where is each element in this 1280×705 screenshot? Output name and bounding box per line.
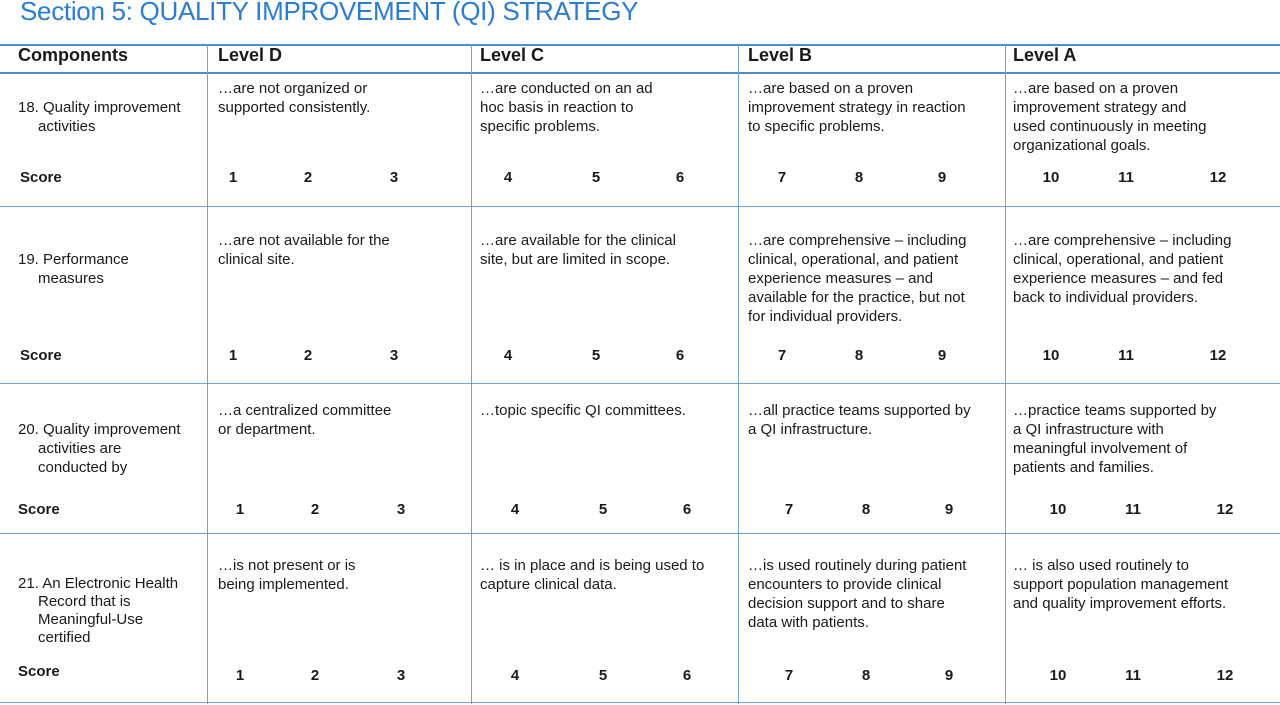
- score-option[interactable]: 10: [1042, 347, 1060, 364]
- score-option[interactable]: 6: [682, 667, 692, 684]
- score-option[interactable]: 5: [598, 667, 608, 684]
- component-20: [18, 401, 203, 496]
- level-c-19: …are available for the clinical site, but are limited in scope.: [480, 232, 676, 268]
- component-20-text: 20. Quality improvement activities are conducted by: [18, 421, 181, 476]
- score-option[interactable]: 4: [510, 667, 520, 684]
- score-option[interactable]: 10: [1042, 169, 1060, 186]
- score-option[interactable]: 10: [1049, 667, 1067, 684]
- score-option[interactable]: 9: [944, 667, 954, 684]
- score-label: Score: [20, 169, 62, 186]
- column-divider: [471, 44, 472, 704]
- score-option[interactable]: 5: [591, 347, 601, 364]
- column-divider: [1005, 44, 1006, 704]
- score-option[interactable]: 8: [861, 667, 871, 684]
- score-option[interactable]: 12: [1216, 667, 1234, 684]
- score-option[interactable]: 8: [861, 501, 871, 518]
- column-divider: [207, 44, 208, 704]
- component-18-text: 18. Quality improvement activities: [18, 99, 181, 135]
- score-option[interactable]: 2: [310, 501, 320, 518]
- score-option[interactable]: 11: [1118, 169, 1134, 186]
- score-option[interactable]: 4: [503, 347, 513, 364]
- header-level-d: Level D: [218, 45, 283, 65]
- component-21-text: 21. An Electronic Health Record that is Meaningful-Use certified: [18, 575, 179, 646]
- score-option[interactable]: 12: [1209, 347, 1227, 364]
- level-b-20: …all practice teams supported by a QI infrastructure.: [748, 402, 971, 438]
- score-option[interactable]: 8: [854, 347, 864, 364]
- component-19-text: 19. Performance measures: [18, 251, 129, 287]
- score-option[interactable]: 10: [1049, 501, 1067, 518]
- level-a-20: …practice teams supported by a QI infrastructure with meaningful involvement of patients and families.: [1013, 402, 1217, 476]
- component-21: [18, 556, 203, 666]
- level-b-21: …is used routinely during patient encounters to provide clinical decision support and to share data with patients.: [748, 557, 967, 631]
- score-option[interactable]: 3: [389, 169, 399, 186]
- level-d-20: …a centralized committee or department.: [218, 402, 392, 438]
- level-d-18: …are not organized or supported consistently.: [218, 80, 371, 116]
- column-divider: [738, 44, 739, 704]
- score-option[interactable]: 4: [510, 501, 520, 518]
- score-label: Score: [20, 347, 62, 364]
- page-title: Section 5: QUALITY IMPROVEMENT (QI) STRATEGY: [20, 0, 639, 26]
- level-d-19: …are not available for the clinical site.: [218, 232, 390, 268]
- score-option[interactable]: 2: [310, 667, 320, 684]
- level-b-18: …are based on a proven improvement strategy in reaction to specific problems.: [748, 80, 966, 135]
- score-option[interactable]: 11: [1125, 667, 1141, 684]
- score-option[interactable]: 11: [1125, 501, 1141, 518]
- level-d-21: …is not present or is being implemented.: [218, 557, 356, 593]
- score-option[interactable]: 6: [675, 169, 685, 186]
- score-option[interactable]: 1: [228, 347, 238, 364]
- header-level-b: Level B: [748, 45, 813, 65]
- score-option[interactable]: 2: [303, 169, 313, 186]
- score-option[interactable]: 9: [937, 169, 947, 186]
- row-divider: [0, 206, 1280, 207]
- component-18: [18, 79, 203, 155]
- row-divider: [0, 383, 1280, 384]
- score-label: Score: [18, 663, 60, 680]
- level-c-21: … is in place and is being used to capture clinical data.: [480, 557, 705, 593]
- score-option[interactable]: 11: [1118, 347, 1134, 364]
- level-a-18: …are based on a proven improvement strategy and used continuously in meeting organizational goals.: [1013, 80, 1207, 154]
- score-option[interactable]: 1: [235, 501, 245, 518]
- score-option[interactable]: 8: [854, 169, 864, 186]
- table-bottom-rule: [0, 702, 1280, 703]
- score-option[interactable]: 1: [235, 667, 245, 684]
- score-option[interactable]: 3: [396, 501, 406, 518]
- header-level-a: Level A: [1013, 45, 1077, 65]
- score-option[interactable]: 7: [784, 501, 794, 518]
- score-option[interactable]: 7: [777, 169, 787, 186]
- score-option[interactable]: 2: [303, 347, 313, 364]
- score-option[interactable]: 3: [396, 667, 406, 684]
- score-option[interactable]: 7: [777, 347, 787, 364]
- score-option[interactable]: 7: [784, 667, 794, 684]
- header-bottom-rule: [0, 72, 1280, 74]
- score-option[interactable]: 5: [598, 501, 608, 518]
- score-option[interactable]: 1: [228, 169, 238, 186]
- level-a-19: …are comprehensive – including clinical, operational, and patient experience measures – and fed back to individual providers.: [1013, 232, 1232, 306]
- header-components: Components: [18, 45, 128, 65]
- header-top-rule: [0, 44, 1280, 46]
- header-level-c: Level C: [480, 45, 545, 65]
- level-a-21: … is also used routinely to support population management and quality improvement efforts.: [1013, 557, 1229, 612]
- score-label: Score: [18, 501, 60, 518]
- level-b-19: …are comprehensive – including clinical, operational, and patient experience measures – and available for the practice, but not for individual providers.: [748, 232, 967, 325]
- level-c-20: …topic specific QI committees.: [480, 402, 686, 419]
- score-option[interactable]: 9: [944, 501, 954, 518]
- row-divider: [0, 533, 1280, 534]
- score-option[interactable]: 12: [1209, 169, 1227, 186]
- score-option[interactable]: 6: [682, 501, 692, 518]
- level-c-18: …are conducted on an ad hoc basis in reaction to specific problems.: [480, 80, 653, 135]
- component-19: [18, 231, 203, 307]
- score-option[interactable]: 3: [389, 347, 399, 364]
- score-option[interactable]: 4: [503, 169, 513, 186]
- score-option[interactable]: 5: [591, 169, 601, 186]
- score-option[interactable]: 6: [675, 347, 685, 364]
- score-option[interactable]: 9: [937, 347, 947, 364]
- score-option[interactable]: 12: [1216, 501, 1234, 518]
